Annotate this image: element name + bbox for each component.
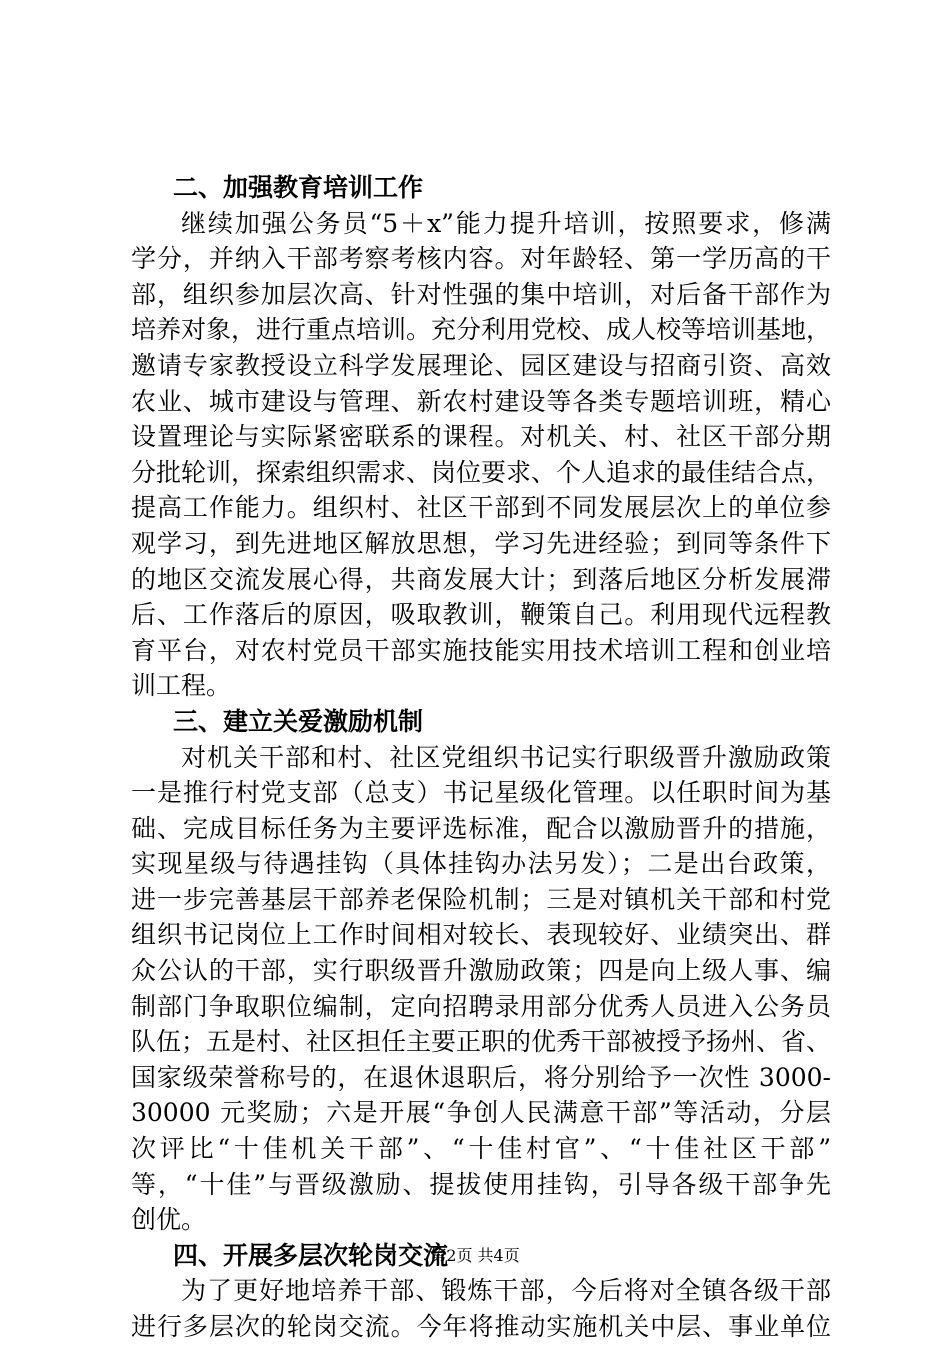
page-footer: 第2页 共4页 xyxy=(430,1246,520,1265)
paragraph-line: 的地区交流发展心得，共商发展大计；到落后地区分析发展滞 xyxy=(131,564,831,594)
document-body xyxy=(131,170,831,1345)
section-heading: 二、加强教育培训工作 xyxy=(173,173,424,202)
paragraph-line: 继续加强公务员“5＋x”能力提升培训，按照要求，修满 xyxy=(181,208,831,238)
paragraph-line: 学分，并纳入干部考察考核内容。对年龄轻、第一学历高的干 xyxy=(131,244,831,274)
paragraph-line: 对机关干部和村、社区党组织书记实行职级晋升激励政策 xyxy=(181,742,831,772)
paragraph-line: 育平台，对农村党员干部实施技能实用技术培训工程和创业培 xyxy=(131,635,831,665)
paragraph-line: 部，组织参加层次高、针对性强的集中培训，对后备干部作为 xyxy=(131,279,831,309)
paragraph-line: 30000 元奖励；六是开展“争创人民满意干部”等活动，分层 xyxy=(131,1098,831,1128)
paragraph-line: 设置理论与实际紧密联系的课程。对机关、村、社区干部分期 xyxy=(131,422,831,452)
paragraph-line: 培养对象，进行重点培训。充分利用党校、成人校等培训基地， xyxy=(131,315,831,345)
paragraph-line: 制部门争取职位编制，定向招聘录用部分优秀人员进入公务员 xyxy=(131,991,831,1021)
paragraph-line: 众公认的干部，实行职级晋升激励政策；四是向上级人事、编 xyxy=(131,956,831,986)
paragraph-line: 分批轮训，探索组织需求、岗位要求、个人追求的最佳结合点， xyxy=(131,457,831,487)
paragraph-line: 次评比“十佳机关干部”、“十佳村官”、“十佳社区干部” xyxy=(131,1134,831,1164)
section-heading: 四、开展多层次轮岗交流 xyxy=(173,1240,449,1270)
paragraph-line: 为了更好地培养干部、锻炼干部，今后将对全镇各级干部 xyxy=(181,1276,831,1306)
paragraph-line: 观学习，到先进地区解放思想，学习先进经验；到同等条件下 xyxy=(131,528,831,558)
paragraph-line: 实现星级与待遇挂钩（具体挂钩办法另发）；二是出台政策， xyxy=(131,849,831,879)
paragraph-line: 进一步完善基层干部养老保险机制；三是对镇机关干部和村党 xyxy=(131,884,831,914)
paragraph-line: 队伍；五是村、社区担任主要正职的优秀干部被授予扬州、省、 xyxy=(131,1027,831,1057)
paragraph-line: 后、工作落后的原因，吸取教训，鞭策自己。利用现代远程教 xyxy=(131,600,831,630)
section-heading: 三、建立关爱激励机制 xyxy=(173,706,424,736)
paragraph-line: 组织书记岗位上工作时间相对较长、表现较好、业绩突出、群 xyxy=(131,920,831,950)
paragraph-line: 创优。 xyxy=(131,1205,207,1235)
paragraph-line: 训工程。 xyxy=(131,671,232,701)
paragraph-line: 等，“十佳”与晋级激励、提拔使用挂钩，引导各级干部争先 xyxy=(131,1169,831,1199)
paragraph-line: 提高工作能力。组织村、社区干部到不同发展层次上的单位参 xyxy=(131,493,831,523)
paragraph-line: 国家级荣誉称号的，在退休退职后，将分别给予一次性 3000- xyxy=(131,1062,831,1092)
paragraph-line: 农业、城市建设与管理、新农村建设等各类专题培训班，精心 xyxy=(131,386,831,416)
paragraph-line: 邀请专家教授设立科学发展理论、园区建设与招商引资、高效 xyxy=(131,350,831,380)
paragraph-line: 一是推行村党支部（总支）书记星级化管理。以任职时间为基 xyxy=(131,778,831,808)
paragraph-line: 进行多层次的轮岗交流。今年将推动实施机关中层、事业单位 xyxy=(131,1312,831,1341)
paragraph-line: 础、完成目标任务为主要评选标准，配合以激励晋升的措施， xyxy=(131,813,831,843)
